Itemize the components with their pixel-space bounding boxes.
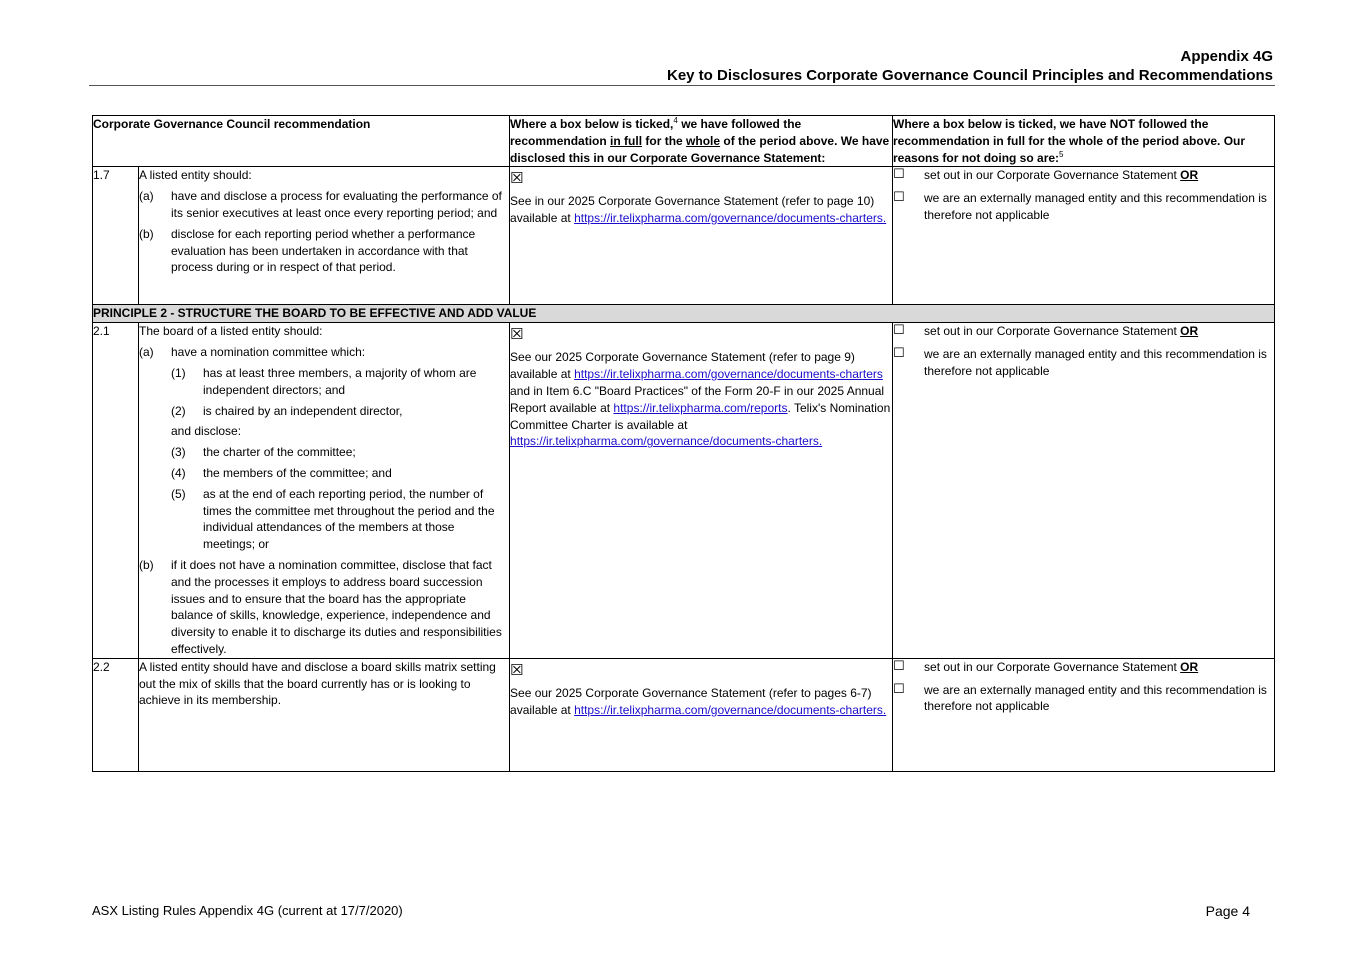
header-divider xyxy=(89,85,1275,86)
recommendation-number: 1.7 xyxy=(93,167,139,305)
followed-cell: ☒ See our 2025 Corporate Governance Statement (refer to page 9) available at https://ir.telixpharma.com/governance/documents-charters and in Item 6.C "Board Practices" of the Form 20-F in our 2025 Annual Report available at https://ir.telixpharma.com/reports. Telix's Nomination Committee Charter is available at https://ir.telixpharma.com/governance/documents-charters. xyxy=(510,323,893,658)
list-item: (a) have a nomination committee which: xyxy=(139,345,366,360)
list-item: (b) disclose for each reporting period whether a performance evaluation has been undertaken in accordance with that process during or in respect of that period. xyxy=(139,226,476,275)
option-set-out: ☐ set out in our Corporate Governance Statement OR xyxy=(893,323,1199,339)
checkbox-icon[interactable]: ☐ xyxy=(893,346,905,362)
followed-cell: ☒ See our 2025 Corporate Governance Statement (refer to pages 6-7) available at https://ir.telixpharma.com/governance/documents-charters. xyxy=(510,658,893,771)
option-externally-managed: ☐ we are an externally managed entity and this recommendation is therefore not applicable xyxy=(893,681,1267,714)
recommendation-text: A listed entity should have and disclose a board skills matrix setting out the mix of skills that the board currently has or is looking to achieve in its membership. xyxy=(139,658,510,771)
table-row xyxy=(93,323,1275,658)
checked-box-icon[interactable]: ☒ xyxy=(510,325,524,344)
header-not-followed: Where a box below is ticked, we have NOT followed the recommendation in full for the whole of the period above. Our reasons for not doing so are:$^5$ xyxy=(893,116,1275,167)
governance-link[interactable]: https://ir.telixpharma.com/governance/documents-charters. xyxy=(574,702,887,717)
checkbox-icon[interactable]: ☐ xyxy=(893,681,905,697)
option-externally-managed: ☐ we are an externally managed entity and this recommendation is therefore not applicable xyxy=(893,190,1267,222)
option-externally-managed: ☐ we are an externally managed entity and this recommendation is therefore not applicable xyxy=(893,346,1267,378)
checkbox-icon[interactable]: ☐ xyxy=(893,190,905,206)
list-item: (2) is chaired by an independent director, xyxy=(171,403,403,418)
not-followed-cell xyxy=(893,323,1275,658)
recommendation-text: The board of a listed entity should: (a) have a nomination committee which: (1) has at least three members, a majority of whom are independent directors; and (2) is chaired by an independent director, and disclose: (3) the charter of the committee; (4) the members of the committee; and (5) as at the end of each reporting period, the number of times the committee met throughout the period and the individual attendances of the members at those meetings; or (b) if it does not have a nomination committee, disclose that fact and the processes it employs to address board succession issues and to ensure that the board has the appropriate balance of skills, knowledge, experience, independence and diversity to enable it to discharge its duties and responsibilities effectively. xyxy=(139,323,510,658)
option-set-out: ☐ set out in our Corporate Governance Statement OR xyxy=(893,167,1199,183)
list-item: (5) as at the end of each reporting period, the number of times the committee met throughout the period and the individual attendances of the members at those meetings; or xyxy=(171,486,495,552)
checkbox-icon[interactable]: ☐ xyxy=(893,323,905,339)
table-row xyxy=(93,658,1275,771)
list-item: (a) have and disclose a process for evaluating the performance of its senior executives at least once every reporting period; and xyxy=(139,189,502,220)
not-followed-cell xyxy=(893,658,1275,771)
list-item: (3) the charter of the committee; xyxy=(171,445,356,460)
followed-cell: ☒ See in our 2025 Corporate Governance Statement (refer to page 10) available at https://ir.telixpharma.com/governance/documents-charters. xyxy=(510,167,893,305)
appendix-subtitle: Key to Disclosures Corporate Governance Council Principles and Recommendations xyxy=(667,67,1273,84)
list-item: (1) has at least three members, a majority of whom are independent directors; and xyxy=(171,365,477,397)
charter-link[interactable]: https://ir.telixpharma.com/governance/documents-charters. xyxy=(510,434,823,449)
table-header-row xyxy=(93,116,1275,167)
principle-heading: PRINCIPLE 2 - STRUCTURE THE BOARD TO BE EFFECTIVE AND ADD VALUE xyxy=(93,305,1275,323)
checked-box-icon[interactable]: ☒ xyxy=(510,169,524,188)
table-row xyxy=(93,167,1275,305)
header-followed: Where a box below is ticked,$^4$ we have followed the recommendation in full for the whole of the period above. We have disclosed this in our Corporate Governance Statement: xyxy=(510,116,893,167)
list-item: (b) if it does not have a nomination committee, disclose that fact and the processes it employs to address board succession issues and to ensure that the board has the appropriate balance of skills, knowledge, experience, independence and diversity to enable it to discharge its duties and responsibilities effectively. xyxy=(139,557,502,656)
option-set-out: ☐ set out in our Corporate Governance Statement OR xyxy=(893,658,1199,674)
governance-table xyxy=(92,115,1275,772)
header-recommendation: Corporate Governance Council recommendation xyxy=(93,116,510,167)
list-item: and disclose: xyxy=(171,424,242,439)
recommendation-number: 2.2 xyxy=(93,658,139,771)
reports-link[interactable]: https://ir.telixpharma.com/reports xyxy=(613,400,788,415)
page-number: Page 4 xyxy=(1205,903,1250,919)
governance-link[interactable]: https://ir.telixpharma.com/governance/documents-charters. xyxy=(574,211,887,226)
recommendation-text: A listed entity should: (a) have and disclose a process for evaluating the performance of its senior executives at least once every reporting period; and (b) disclose for each reporting period whether a performance evaluation has been undertaken in accordance with that process during or in respect of that period. xyxy=(139,167,510,305)
list-item: (4) the members of the committee; and xyxy=(171,465,392,480)
appendix-title: Appendix 4G xyxy=(1180,48,1273,65)
footer-source: ASX Listing Rules Appendix 4G (current at 17/7/2020) xyxy=(92,903,403,918)
recommendation-number: 2.1 xyxy=(93,323,139,658)
checkbox-icon[interactable]: ☐ xyxy=(893,167,905,183)
checkbox-icon[interactable]: ☐ xyxy=(893,658,905,674)
governance-link[interactable]: https://ir.telixpharma.com/governance/documents-charters xyxy=(574,367,883,382)
principle-row xyxy=(93,305,1275,323)
not-followed-cell xyxy=(893,167,1275,305)
checked-box-icon[interactable]: ☒ xyxy=(510,660,524,679)
